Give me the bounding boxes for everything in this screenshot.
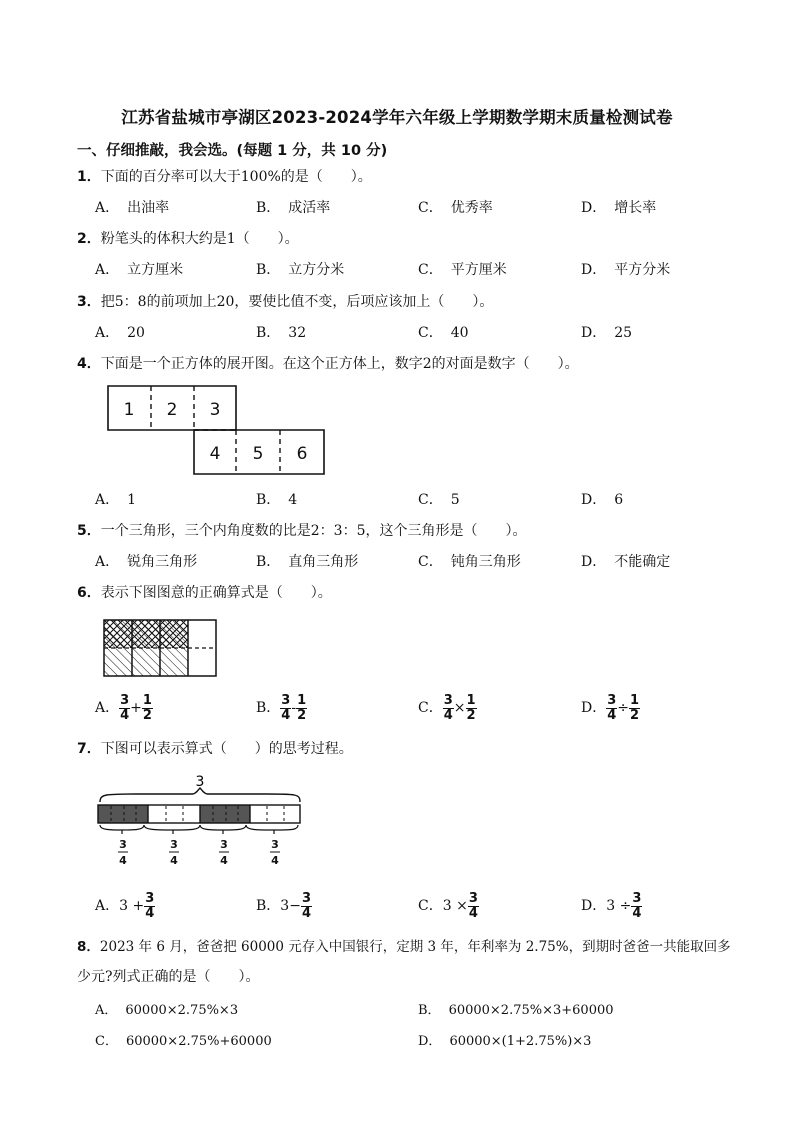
bar-model-figure bbox=[96, 772, 306, 872]
question-text: 下图可以表示算式（ ）的思考过程。 bbox=[100, 741, 353, 757]
option-label: D． bbox=[581, 700, 607, 717]
fraction: $\frac{3}{4}$ bbox=[120, 693, 130, 723]
segment-label-denominator: 4 bbox=[170, 854, 178, 867]
option-text: 32 bbox=[288, 325, 307, 341]
option-a[interactable] bbox=[95, 489, 136, 509]
option-text: 5 bbox=[450, 492, 460, 508]
option-c[interactable] bbox=[418, 197, 493, 217]
operator: ÷ bbox=[617, 700, 630, 717]
option-b[interactable] bbox=[418, 999, 614, 1018]
option-label: A． bbox=[95, 898, 120, 915]
option-label: C． bbox=[95, 1034, 118, 1049]
option-b[interactable] bbox=[256, 694, 307, 722]
option-label: C． bbox=[418, 492, 443, 508]
option-c[interactable] bbox=[418, 892, 479, 920]
fraction: $\frac{3}{4}$ bbox=[607, 693, 617, 723]
option-c[interactable] bbox=[418, 694, 477, 722]
option-label: D． bbox=[581, 554, 607, 570]
option-label: C． bbox=[418, 325, 443, 341]
option-b[interactable] bbox=[256, 259, 344, 279]
section-heading: 一、仔细推敲，我会选。(每题 1 分，共 10 分) bbox=[77, 143, 388, 159]
option-c[interactable] bbox=[418, 259, 507, 279]
option-c[interactable] bbox=[418, 489, 460, 509]
option-text: 6 bbox=[614, 492, 624, 508]
question-number: 2． bbox=[77, 231, 101, 247]
question-text: 粉笔头的体积大约是1（ ）。 bbox=[100, 231, 299, 247]
option-label: A． bbox=[95, 554, 120, 570]
option-label: B． bbox=[256, 325, 281, 341]
option-label: A． bbox=[95, 700, 120, 717]
option-label: C． bbox=[418, 700, 443, 717]
option-a[interactable] bbox=[95, 551, 197, 571]
option-text: 锐角三角形 bbox=[127, 554, 198, 570]
fraction: $\frac{1}{2}$ bbox=[630, 693, 640, 723]
fraction: $\frac{1}{2}$ bbox=[297, 693, 307, 723]
option-text: 25 bbox=[614, 325, 633, 341]
option-label: D． bbox=[418, 1034, 442, 1049]
question-3 bbox=[77, 291, 493, 311]
operator: × bbox=[453, 700, 466, 717]
option-d[interactable] bbox=[581, 694, 640, 722]
option-b[interactable] bbox=[256, 551, 358, 571]
total-label: 3 bbox=[195, 774, 205, 790]
question-number: 4． bbox=[77, 356, 101, 372]
option-a[interactable] bbox=[95, 322, 145, 342]
option-d[interactable] bbox=[581, 197, 656, 217]
option-text: 直角三角形 bbox=[288, 554, 359, 570]
option-label: B． bbox=[256, 554, 281, 570]
operator: + bbox=[130, 700, 142, 717]
net-number: 4 bbox=[209, 444, 221, 464]
option-label: B． bbox=[256, 262, 281, 278]
page-title: 江苏省盐城市亭湖区2023-2024学年六年级上学期数学期末质量检测试卷 bbox=[121, 108, 673, 127]
option-text: 4 bbox=[288, 492, 298, 508]
option-label: A． bbox=[95, 262, 120, 278]
net-number: 1 bbox=[123, 400, 135, 420]
fraction: $\frac{3}{4}$ bbox=[443, 693, 453, 723]
total-brace bbox=[100, 788, 300, 802]
option-label: C． bbox=[418, 898, 443, 915]
option-text: 优秀率 bbox=[450, 200, 493, 216]
question-text: 下面是一个正方体的展开图。在这个正方体上，数字2的对面是数字（ ）。 bbox=[100, 356, 579, 372]
question-1 bbox=[77, 166, 372, 186]
question-8-continued bbox=[77, 966, 260, 986]
fraction: $\frac{3}{4}$ bbox=[281, 693, 291, 723]
option-label: D． bbox=[581, 325, 607, 341]
option-text: 不能确定 bbox=[614, 554, 671, 570]
option-label: D． bbox=[581, 898, 607, 915]
question-number: 7． bbox=[77, 741, 101, 757]
net-number: 6 bbox=[296, 444, 308, 464]
shaded-segment bbox=[98, 805, 148, 823]
question-number: 1． bbox=[77, 169, 101, 185]
option-d[interactable] bbox=[581, 259, 670, 279]
expression-prefix: 3 × bbox=[442, 898, 468, 915]
segment-label-denominator: 4 bbox=[119, 854, 127, 867]
option-label: C． bbox=[418, 554, 443, 570]
fraction: $\frac{3}{4}$ bbox=[145, 891, 155, 921]
expression-prefix: 3− bbox=[280, 898, 301, 915]
net-number: 5 bbox=[252, 444, 264, 464]
option-text: 平方厘米 bbox=[450, 262, 507, 278]
question-text: 表示下图图意的正确算式是（ ）。 bbox=[100, 585, 332, 601]
fraction: $\frac{3}{4}$ bbox=[632, 891, 642, 921]
option-label: A． bbox=[95, 1003, 118, 1018]
option-a[interactable] bbox=[95, 999, 238, 1018]
question-number: 3． bbox=[77, 294, 101, 310]
option-text: 20 bbox=[127, 325, 145, 341]
option-text: 40 bbox=[450, 325, 469, 341]
option-a[interactable] bbox=[95, 259, 183, 279]
fraction: $\frac{1}{2}$ bbox=[142, 693, 152, 723]
option-text: 出油率 bbox=[127, 200, 170, 216]
option-label: D． bbox=[581, 492, 607, 508]
option-label: B． bbox=[256, 200, 281, 216]
option-label: C． bbox=[418, 262, 443, 278]
segment-label-denominator: 4 bbox=[220, 854, 228, 867]
fraction-grid-figure bbox=[103, 619, 217, 677]
option-label: B． bbox=[256, 898, 281, 915]
segment-label-numerator: 3 bbox=[220, 838, 228, 851]
option-d[interactable] bbox=[418, 1030, 591, 1049]
question-2 bbox=[77, 228, 299, 248]
option-label: B． bbox=[256, 700, 281, 717]
option-label: D． bbox=[581, 200, 607, 216]
question-text: 2023 年 6 月，爸爸把 60000 元存入中国银行，定期 3 年，年利率为 2.75%，到期时爸爸一共能取回多 bbox=[99, 939, 731, 955]
question-text: 下面的百分率可以大于100%的是（ ）。 bbox=[100, 169, 372, 185]
question-number: 6． bbox=[77, 585, 101, 601]
option-label: A． bbox=[95, 200, 120, 216]
question-5 bbox=[77, 520, 526, 540]
option-label: D． bbox=[581, 262, 607, 278]
question-7 bbox=[77, 738, 353, 758]
question-6 bbox=[77, 582, 332, 602]
option-text: 立方分米 bbox=[288, 262, 345, 278]
question-text: 一个三角形，三个内角度数的比是2：3：5，这个三角形是（ ）。 bbox=[100, 523, 527, 539]
option-label: B． bbox=[418, 1003, 441, 1018]
option-text: 成活率 bbox=[288, 200, 331, 216]
question-8 bbox=[77, 935, 731, 955]
option-a[interactable] bbox=[95, 892, 155, 920]
fraction: $\frac{1}{2}$ bbox=[466, 693, 476, 723]
option-text: 增长率 bbox=[614, 200, 657, 216]
option-label: A． bbox=[95, 492, 120, 508]
operator: - bbox=[291, 700, 297, 717]
cube-net-figure bbox=[104, 384, 330, 476]
option-b[interactable] bbox=[256, 197, 330, 217]
fraction: $\frac{3}{4}$ bbox=[301, 891, 311, 921]
fraction: $\frac{3}{4}$ bbox=[468, 891, 478, 921]
option-b[interactable] bbox=[256, 892, 312, 920]
option-d[interactable] bbox=[581, 551, 670, 571]
net-number: 2 bbox=[166, 400, 178, 420]
question-number: 8． bbox=[77, 939, 100, 955]
option-c[interactable] bbox=[418, 551, 521, 571]
option-text: 立方厘米 bbox=[127, 262, 184, 278]
question-4 bbox=[77, 353, 579, 373]
option-text: 60000×2.75%×3+60000 bbox=[448, 1003, 614, 1018]
option-text: 60000×2.75%×3 bbox=[125, 1003, 239, 1018]
option-text: 60000×(1+2.75%)×3 bbox=[449, 1034, 592, 1049]
question-number: 5． bbox=[77, 523, 101, 539]
option-text: 1 bbox=[127, 492, 137, 508]
net-number: 3 bbox=[209, 400, 221, 420]
option-label: C． bbox=[418, 200, 443, 216]
option-text: 平方分米 bbox=[614, 262, 671, 278]
option-d[interactable] bbox=[581, 322, 632, 342]
expression-prefix: 3 + bbox=[119, 898, 145, 915]
option-a[interactable] bbox=[95, 694, 153, 722]
option-c[interactable] bbox=[95, 1030, 272, 1049]
question-text: 少元?列式正确的是（ ）。 bbox=[77, 969, 260, 985]
expression-prefix: 3 ÷ bbox=[606, 898, 632, 915]
option-d[interactable] bbox=[581, 892, 642, 920]
option-d[interactable] bbox=[581, 489, 623, 509]
option-label: B． bbox=[256, 492, 281, 508]
option-b[interactable] bbox=[256, 322, 306, 342]
option-b[interactable] bbox=[256, 489, 297, 509]
option-text: 60000×2.75%+60000 bbox=[125, 1034, 272, 1049]
segment-label-denominator: 4 bbox=[271, 854, 279, 867]
segment-label-numerator: 3 bbox=[170, 838, 178, 851]
option-text: 钝角三角形 bbox=[450, 554, 521, 570]
segment-label-numerator: 3 bbox=[119, 838, 127, 851]
option-a[interactable] bbox=[95, 197, 169, 217]
option-label: A． bbox=[95, 325, 120, 341]
shaded-segment bbox=[200, 805, 250, 823]
question-text: 把5：8的前项加上20，要使比值不变，后项应该加上（ ）。 bbox=[100, 294, 494, 310]
cross-hatched-region bbox=[104, 620, 188, 648]
segment-label-numerator: 3 bbox=[271, 838, 279, 851]
option-c[interactable] bbox=[418, 322, 469, 342]
